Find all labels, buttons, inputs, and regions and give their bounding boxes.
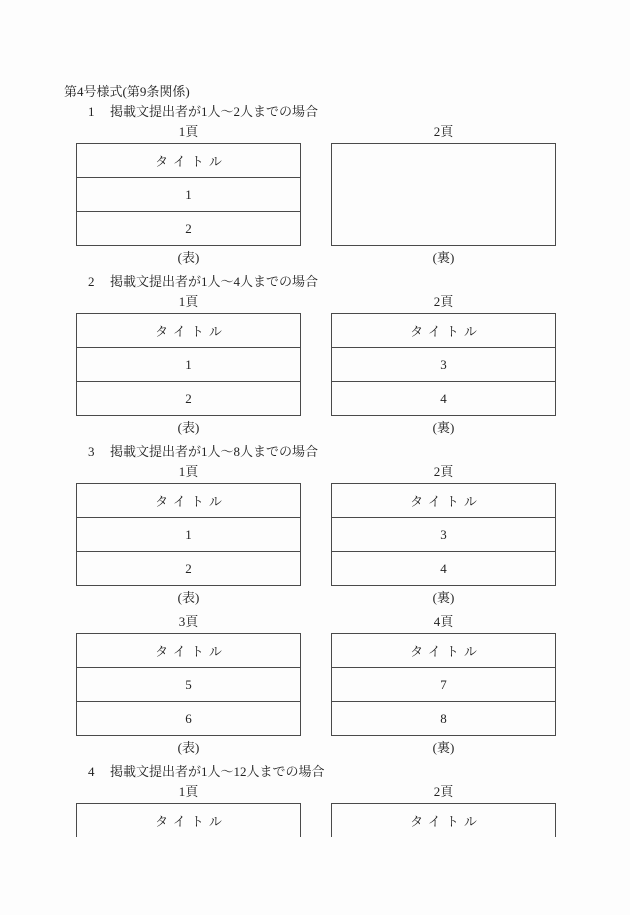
form-section: [0, 765, 630, 837]
page-column: [331, 465, 556, 605]
page-box-cell: 2: [77, 211, 300, 245]
page-box-title: タイトル: [155, 644, 227, 659]
page-pair-row: [76, 785, 630, 837]
page-box: [331, 143, 556, 246]
page-number-label: 1頁: [178, 464, 199, 479]
page-side-caption: (裏): [432, 420, 455, 435]
section-condition: 掲載文提出者が1人～4人までの場合: [110, 274, 319, 289]
page-number-label: 1頁: [178, 294, 199, 309]
sections-container: [0, 105, 630, 837]
page-number-label: 1頁: [178, 784, 199, 799]
section-number: 3: [88, 444, 95, 459]
page-box: [331, 803, 556, 837]
section-number: 1: [88, 104, 95, 119]
section-condition: 掲載文提出者が1人～8人までの場合: [110, 444, 319, 459]
section-heading: [88, 105, 630, 119]
page-pair-row: [76, 295, 630, 435]
page-column: [331, 125, 556, 265]
section-number: 4: [88, 764, 95, 779]
page-pair-row: [76, 465, 630, 605]
page-side-caption: (裏): [432, 590, 455, 605]
page-box: [331, 483, 556, 586]
page-number-label: 2頁: [433, 464, 454, 479]
page-box-cell: 8: [332, 701, 555, 735]
page-side-caption: (表): [177, 740, 200, 755]
page-column: [76, 615, 301, 755]
page-column: [331, 785, 556, 837]
section-condition: 掲載文提出者が1人～2人までの場合: [110, 104, 319, 119]
page-box-cell: 4: [332, 381, 555, 415]
page-box-title: タイトル: [155, 814, 227, 829]
page-box-title: タイトル: [410, 494, 482, 509]
section-heading: [88, 445, 630, 459]
page-box: [76, 803, 301, 837]
page-box: [331, 313, 556, 416]
page-pair-row: [76, 125, 630, 265]
page-pair-row: [76, 615, 630, 755]
page-number-label: 2頁: [433, 294, 454, 309]
page-number-label: 4頁: [433, 614, 454, 629]
page-box-cell: 7: [332, 667, 555, 701]
page-column: [76, 785, 301, 837]
section-heading: [88, 275, 630, 289]
page-box-cell: 3: [332, 517, 555, 551]
page-box: [76, 483, 301, 586]
page-box-cell: 3: [332, 347, 555, 381]
page-box-cell: 5: [77, 667, 300, 701]
section-condition: 掲載文提出者が1人～12人までの場合: [110, 764, 325, 779]
page-number-label: 3頁: [178, 614, 199, 629]
page-side-caption: (表): [177, 250, 200, 265]
page-side-caption: (裏): [432, 740, 455, 755]
page-side-caption: (裏): [432, 250, 455, 265]
form-title: 第4号様式(第9条関係): [64, 84, 190, 99]
page-number-label: 2頁: [433, 124, 454, 139]
page-side-caption: (表): [177, 420, 200, 435]
page-box-cell: 2: [77, 381, 300, 415]
page-box: [76, 313, 301, 416]
page-column: [331, 295, 556, 435]
page-box-cell: 2: [77, 551, 300, 585]
section-heading: [88, 765, 630, 779]
page-column: [76, 295, 301, 435]
page-box-title: タイトル: [155, 154, 227, 169]
page-box-title: タイトル: [155, 494, 227, 509]
page-box-cell: 1: [77, 517, 300, 551]
form-section: [0, 105, 630, 265]
page-box-title: タイトル: [410, 814, 482, 829]
page-box-cell: 4: [332, 551, 555, 585]
page-column: [331, 615, 556, 755]
section-number: 2: [88, 274, 95, 289]
form-section: [0, 445, 630, 755]
page-box: [76, 633, 301, 736]
page-box-title: タイトル: [410, 324, 482, 339]
page-box: [76, 143, 301, 246]
page-box-title: タイトル: [410, 644, 482, 659]
page-column: [76, 465, 301, 605]
page-number-label: 2頁: [433, 784, 454, 799]
page-box: [331, 633, 556, 736]
page-side-caption: (表): [177, 590, 200, 605]
page-box-cell: 1: [77, 177, 300, 211]
page-box-cell: 1: [77, 347, 300, 381]
page-box-cell: 6: [77, 701, 300, 735]
page-column: [76, 125, 301, 265]
page-number-label: 1頁: [178, 124, 199, 139]
page-box-title: タイトル: [155, 324, 227, 339]
form-section: [0, 275, 630, 435]
